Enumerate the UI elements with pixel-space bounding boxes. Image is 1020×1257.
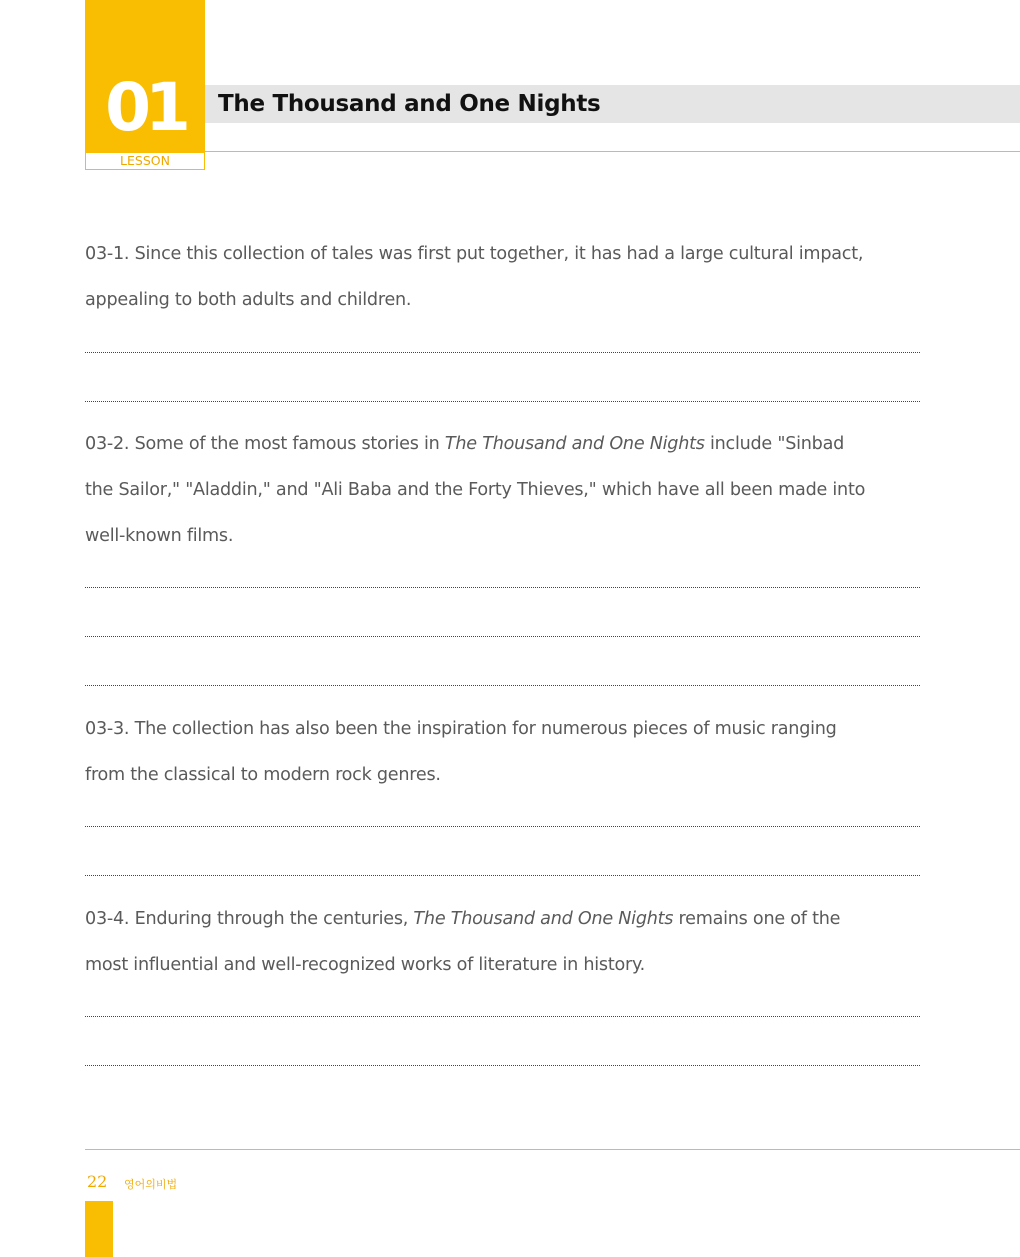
page-number: 22 (87, 1172, 108, 1191)
text-run: appealing to both adults and children. (85, 290, 412, 310)
exercise-line (85, 896, 945, 942)
exercise-line (85, 421, 945, 467)
lesson-number: 01 (105, 69, 185, 146)
exercise-03-3 (85, 706, 945, 798)
book-title-italic: The Thousand and One Nights (413, 909, 674, 929)
text-run: the Sailor," "Aladdin," and "Ali Baba and the Forty Thieves," which have all been made into (85, 480, 866, 500)
text-run: 03-4. Enduring through the centuries, (85, 909, 414, 929)
text-run: include "Sinbad (704, 434, 845, 454)
book-title: 영어의비법 (124, 1178, 178, 1191)
text-run: 03-1. Since this collection of tales was first put together, it has had a large cultural impact, (85, 244, 864, 264)
footer-divider (85, 1149, 1020, 1150)
answer-line[interactable] (85, 826, 920, 827)
exercise-03-4 (85, 896, 945, 988)
answer-line[interactable] (85, 587, 920, 588)
exercise-line (85, 706, 945, 752)
footer-tab (85, 1201, 113, 1257)
answer-line[interactable] (85, 1016, 920, 1017)
answer-line[interactable] (85, 636, 920, 637)
text-run: most influential and well-recognized works of literature in history. (85, 955, 645, 975)
text-run: 03-2. Some of the most famous stories in (85, 434, 445, 454)
lesson-label: LESSON (85, 152, 205, 170)
exercise-line (85, 277, 945, 323)
header-divider (205, 151, 1020, 152)
book-title-italic: The Thousand and One Nights (444, 434, 705, 454)
text-run: remains one of the (673, 909, 841, 929)
exercise-line (85, 942, 945, 988)
text-run: from the classical to modern rock genres. (85, 765, 441, 785)
exercise-line (85, 752, 945, 798)
answer-line[interactable] (85, 352, 920, 353)
exercise-03-2 (85, 421, 945, 559)
exercise-03-1 (85, 231, 945, 323)
exercise-line (85, 467, 945, 513)
answer-line[interactable] (85, 1065, 920, 1066)
exercise-line (85, 231, 945, 277)
exercise-line (85, 513, 945, 559)
answer-line[interactable] (85, 401, 920, 402)
text-run: 03-3. The collection has also been the inspiration for numerous pieces of music ranging (85, 719, 837, 739)
text-run: well-known films. (85, 526, 234, 546)
page-title: The Thousand and One Nights (218, 91, 601, 117)
answer-line[interactable] (85, 685, 920, 686)
answer-line[interactable] (85, 875, 920, 876)
